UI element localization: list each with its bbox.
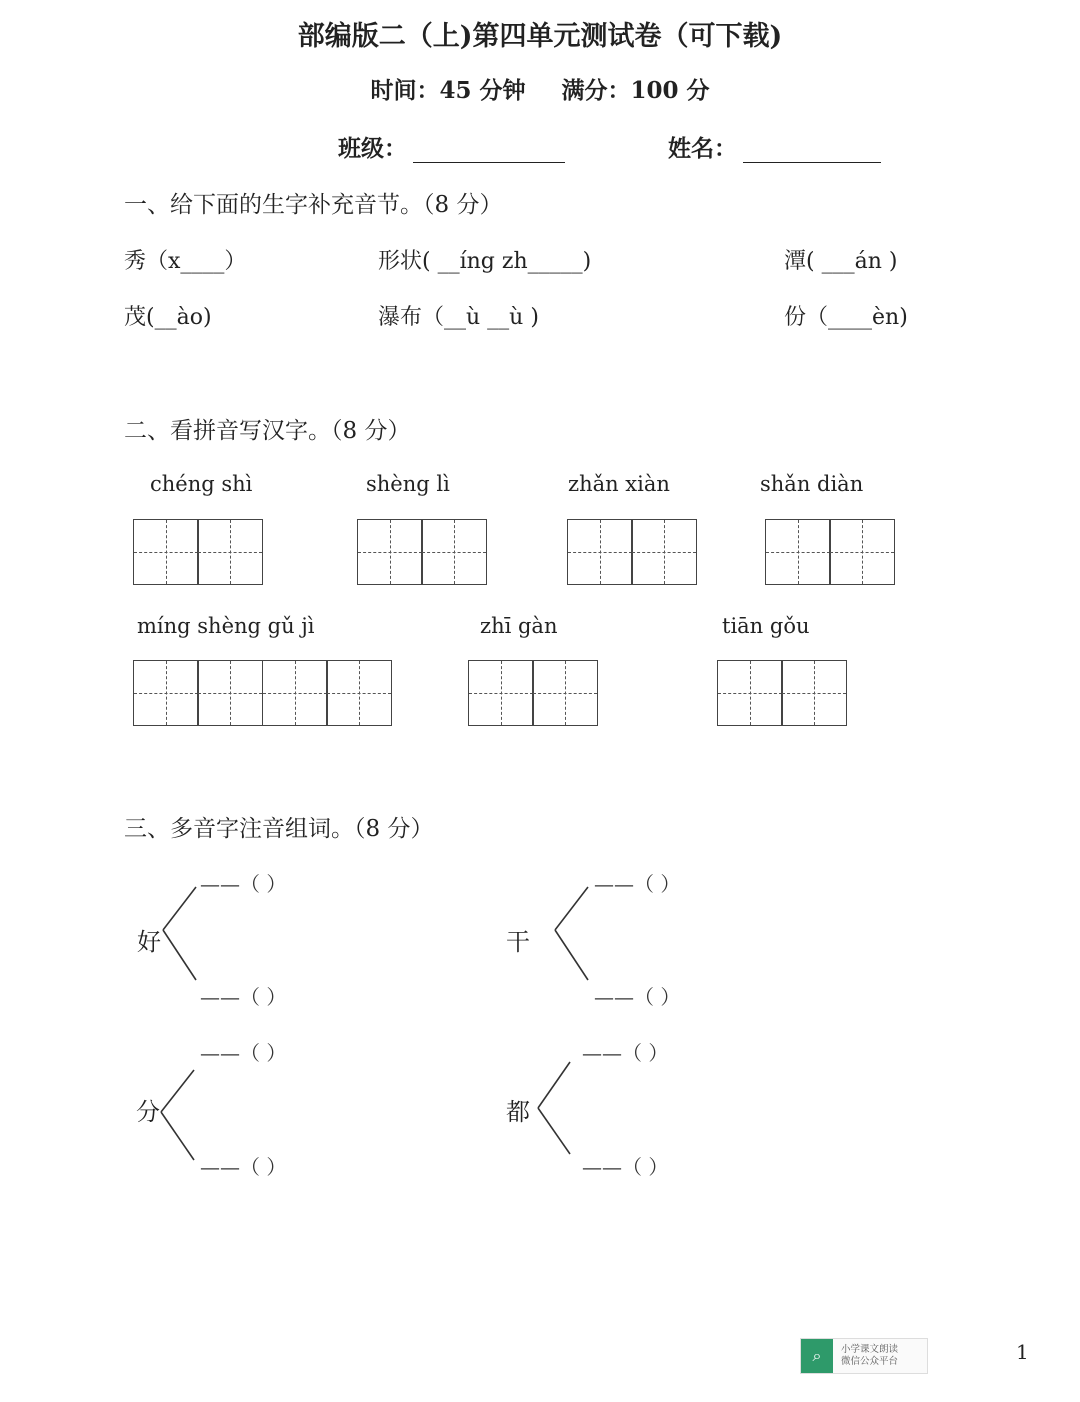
fill-item-pubu[interactable]: 瀑布（__ù __ù ): [378, 305, 539, 330]
answer-blank[interactable]: ——（ ）: [582, 1155, 669, 1179]
logo-line2: 微信公众平台: [841, 1356, 899, 1367]
pinyin-chengshi: chéng shì: [150, 472, 253, 496]
section2-heading: 二、看拼音写汉字。（8 分）: [124, 418, 411, 444]
fill-item-mao[interactable]: 茂(__ào): [124, 305, 212, 330]
pinyin-shandian: shǎn diàn: [760, 472, 864, 496]
page-number: 1: [1016, 1340, 1029, 1364]
section3-heading: 三、多音字注音组词。（8 分）: [124, 816, 434, 842]
page-title: 部编版二（上)第四单元测试卷（可下载): [297, 21, 783, 52]
answer-blank[interactable]: ——（ ）: [582, 1041, 669, 1065]
fill-item-fen[interactable]: 份（____èn): [784, 305, 908, 330]
answer-blank[interactable]: ——（ ）: [200, 872, 287, 896]
pinyin-zhigan: zhī gàn: [480, 614, 558, 638]
fill-item-xiu[interactable]: 秀（x____）: [124, 249, 247, 274]
section1-heading: 一、给下面的生字补充音节。（8 分）: [124, 192, 503, 218]
answer-blank[interactable]: ——（ ）: [200, 1041, 287, 1065]
name-label: 姓名：: [668, 135, 737, 162]
answer-blank[interactable]: ——（ ）: [200, 985, 287, 1009]
answer-blank[interactable]: ——（ ）: [594, 872, 681, 896]
fill-item-tan[interactable]: 潭( ___án ): [784, 249, 898, 274]
score-info: 满分：100 分: [561, 77, 710, 104]
pinyin-tiangou: tiān gǒu: [722, 614, 810, 638]
class-label: 班级：: [338, 135, 407, 162]
pinyin-shengli: shèng lì: [366, 472, 450, 496]
polyphone-gan: 干: [506, 928, 530, 956]
logo-line1: 小学课文朗读: [841, 1344, 899, 1355]
polyphone-dou: 都: [506, 1098, 530, 1126]
answer-blank[interactable]: ——（ ）: [200, 1155, 287, 1179]
fill-item-xingzhuang[interactable]: 形状( __íng zh_____): [378, 249, 592, 274]
pinyin-zhanxian: zhǎn xiàn: [568, 472, 670, 496]
answer-blank[interactable]: ——（ ）: [594, 985, 681, 1009]
logo-text: [841, 1344, 898, 1368]
time-info: 时间：45 分钟: [370, 77, 526, 104]
polyphone-hao: 好: [137, 928, 161, 956]
pinyin-mingshengguji: míng shèng gǔ jì: [137, 614, 315, 638]
search-icon: ⌕: [801, 1339, 833, 1373]
polyphone-fen: 分: [136, 1098, 160, 1126]
wechat-logo[interactable]: [800, 1338, 928, 1374]
